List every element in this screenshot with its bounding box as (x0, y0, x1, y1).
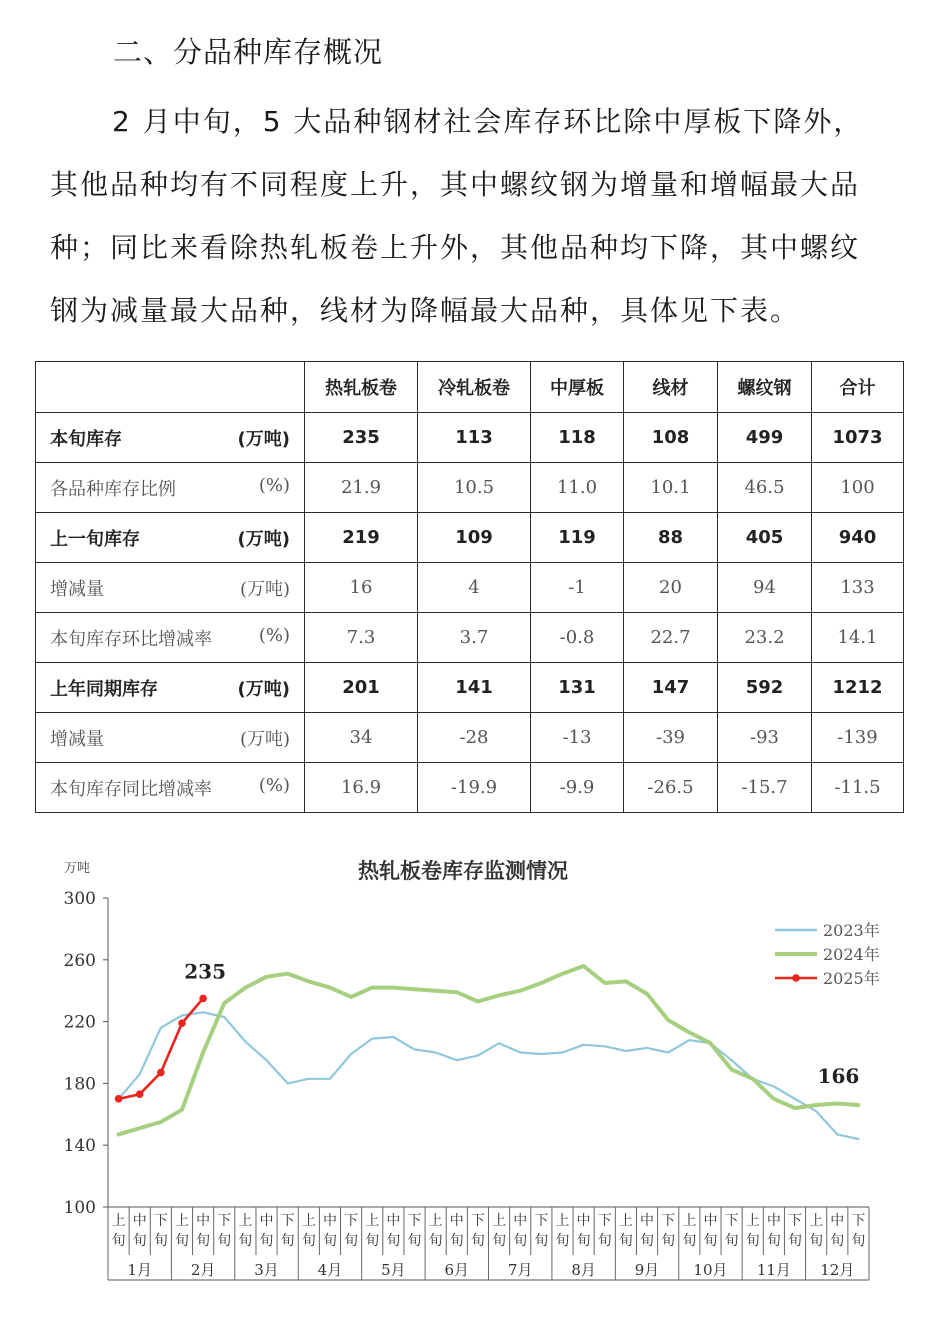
table-header-row (36, 362, 904, 413)
x-period-label: 下旬 (597, 1213, 612, 1249)
paragraph-line: 其他品种均有不同程度上升，其中螺纹钢为增量和增幅最大品 (50, 168, 861, 201)
x-period-label: 下旬 (724, 1213, 739, 1249)
row-label-cell (36, 513, 305, 563)
table-cell: -13 (531, 713, 624, 763)
y-tick-label: 100 (63, 1198, 96, 1218)
row-unit: (%) (258, 474, 290, 496)
y-tick-label: 300 (63, 889, 96, 909)
table-cell: 940 (812, 513, 904, 563)
series-point (157, 1069, 165, 1077)
table-cell: 141 (418, 663, 531, 713)
y-axis-unit: 万吨 (64, 861, 91, 876)
table-cell: 405 (718, 513, 812, 563)
legend-marker (792, 974, 800, 982)
column-header: 线材 (624, 362, 718, 413)
table-row (36, 713, 904, 763)
table-cell: 1073 (812, 413, 904, 463)
legend-label: 2024年 (823, 945, 880, 964)
table-cell: -0.8 (531, 613, 624, 663)
series-point (199, 995, 207, 1003)
table-cell: 94 (718, 563, 812, 613)
row-label-cell (36, 613, 305, 663)
row-unit: (万吨) (237, 678, 290, 700)
x-period-label: 中旬 (259, 1213, 274, 1249)
table-row (36, 613, 904, 663)
table-cell: 16 (305, 563, 418, 613)
x-period-label: 中旬 (386, 1213, 401, 1249)
table-cell: 119 (531, 513, 624, 563)
series-point (136, 1090, 144, 1098)
series-point (115, 1095, 123, 1103)
summary-paragraph (50, 90, 900, 342)
row-label: 上年同期库存 (50, 678, 158, 700)
table-cell: 113 (418, 413, 531, 463)
row-unit: (万吨) (237, 528, 290, 550)
row-label: 本旬库存同比增减率 (50, 778, 212, 800)
x-period-label: 下旬 (407, 1213, 422, 1249)
data-annotation: 166 (817, 1064, 860, 1089)
paragraph-line: 2 月中旬，5 大品种钢材社会库存环比除中厚板下降外， (112, 105, 864, 138)
table-row (36, 513, 904, 563)
paragraph-line: 种；同比来看除热轧板卷上升外，其他品种均下降，其中螺纹 (50, 231, 861, 264)
x-period-label: 中旬 (576, 1213, 591, 1249)
x-period-label: 上旬 (365, 1213, 380, 1249)
y-tick-label: 180 (63, 1074, 96, 1095)
table-cell: -28 (418, 713, 531, 763)
row-unit: (万吨) (239, 728, 290, 750)
x-month-label: 1月 (127, 1261, 152, 1279)
x-month-label: 3月 (254, 1261, 279, 1279)
table-cell: -139 (812, 713, 904, 763)
table-cell: 34 (305, 713, 418, 763)
column-header: 冷轧板卷 (418, 362, 531, 413)
table-cell: 1212 (812, 663, 904, 713)
table-cell: 201 (305, 663, 418, 713)
inventory-table (35, 361, 904, 813)
row-unit: (%) (258, 624, 290, 646)
table-cell: -9.9 (531, 763, 624, 813)
table-cell: 499 (718, 413, 812, 463)
x-month-label: 9月 (634, 1261, 660, 1279)
x-period-label: 中旬 (830, 1213, 845, 1249)
table-cell: 7.3 (305, 613, 418, 663)
x-period-label: 下旬 (788, 1213, 803, 1249)
x-period-label: 上旬 (745, 1213, 760, 1249)
y-tick-label: 140 (63, 1136, 96, 1157)
column-header: 中厚板 (531, 362, 624, 413)
series-point (178, 1019, 186, 1027)
x-period-label: 中旬 (196, 1213, 211, 1249)
row-label-cell (36, 763, 305, 813)
table-row (36, 463, 904, 513)
table-cell: 147 (624, 663, 718, 713)
table-cell: 3.7 (418, 613, 531, 663)
table-cell: -15.7 (718, 763, 812, 813)
table-cell: 10.1 (624, 463, 718, 513)
x-period-label: 下旬 (217, 1213, 232, 1249)
x-month-label: 2月 (190, 1261, 216, 1279)
row-label-cell (36, 713, 305, 763)
legend-label: 2023年 (823, 921, 880, 940)
row-unit: (万吨) (239, 578, 290, 600)
table-cell: -1 (531, 563, 624, 613)
table-cell: 14.1 (812, 613, 904, 663)
x-period-label: 下旬 (661, 1213, 676, 1249)
table-row (36, 413, 904, 463)
column-header: 热轧板卷 (305, 362, 418, 413)
x-month-label: 8月 (571, 1261, 596, 1279)
row-label-cell (36, 563, 305, 613)
table-cell: 109 (418, 513, 531, 563)
x-month-label: 7月 (507, 1261, 533, 1279)
table-cell: 4 (418, 563, 531, 613)
x-period-label: 中旬 (513, 1213, 528, 1249)
x-month-label: 12月 (820, 1261, 855, 1279)
table-cell: 16.9 (305, 763, 418, 813)
row-label: 增减量 (50, 578, 104, 600)
table-cell: 22.7 (624, 613, 718, 663)
x-month-label: 11月 (756, 1261, 791, 1279)
x-month-label: 10月 (693, 1261, 728, 1279)
x-month-label: 6月 (444, 1261, 470, 1279)
data-annotation: 235 (184, 959, 226, 984)
x-period-label: 下旬 (851, 1213, 866, 1249)
table-cell: -26.5 (624, 763, 718, 813)
x-period-label: 中旬 (132, 1213, 147, 1249)
x-period-label: 中旬 (322, 1213, 337, 1249)
row-unit: (万吨) (237, 428, 290, 450)
x-period-label: 上旬 (682, 1213, 697, 1249)
table-cell: -93 (718, 713, 812, 763)
table-cell: 118 (531, 413, 624, 463)
chart-canvas (40, 850, 920, 1290)
y-tick-label: 260 (63, 950, 96, 971)
x-period-label: 下旬 (534, 1213, 549, 1249)
x-month-label: 4月 (317, 1261, 343, 1279)
paragraph-line: 钢为减量最大品种，线材为降幅最大品种，具体见下表。 (50, 294, 801, 327)
row-label: 增减量 (50, 728, 104, 750)
table-corner-cell (36, 362, 305, 413)
x-period-label: 上旬 (238, 1213, 253, 1249)
x-period-label: 上旬 (809, 1213, 824, 1249)
table-cell: 46.5 (718, 463, 812, 513)
table-cell: -39 (624, 713, 718, 763)
table-row (36, 663, 904, 713)
x-period-label: 上旬 (555, 1213, 570, 1249)
row-label: 各品种库存比例 (50, 478, 176, 500)
table-cell: 11.0 (531, 463, 624, 513)
row-label: 本旬库存 (50, 428, 122, 450)
table-cell: 100 (812, 463, 904, 513)
x-period-label: 中旬 (703, 1213, 718, 1249)
table-cell: 10.5 (418, 463, 531, 513)
x-period-label: 下旬 (470, 1213, 485, 1249)
table-cell: -19.9 (418, 763, 531, 813)
chart-title: 热轧板卷库存监测情况 (358, 859, 568, 883)
row-label: 本旬库存环比增减率 (50, 628, 212, 650)
x-period-label: 下旬 (280, 1213, 295, 1249)
table-cell: 219 (305, 513, 418, 563)
x-period-label: 中旬 (640, 1213, 655, 1249)
x-month-label: 5月 (381, 1261, 406, 1279)
x-period-label: 上旬 (111, 1213, 126, 1249)
x-period-label: 上旬 (492, 1213, 507, 1249)
x-period-label: 下旬 (344, 1213, 359, 1249)
row-label-cell (36, 463, 305, 513)
table-cell: -11.5 (812, 763, 904, 813)
table-cell: 23.2 (718, 613, 812, 663)
row-label: 上一旬库存 (50, 528, 140, 550)
table-cell: 235 (305, 413, 418, 463)
section-heading: 二、分品种库存概况 (113, 35, 384, 69)
hot-rolled-inventory-chart (40, 850, 920, 1290)
table-cell: 20 (624, 563, 718, 613)
table-row (36, 563, 904, 613)
table-cell: 133 (812, 563, 904, 613)
row-unit: (%) (258, 774, 290, 796)
table-cell: 108 (624, 413, 718, 463)
table-cell: 21.9 (305, 463, 418, 513)
x-period-label: 上旬 (174, 1213, 189, 1249)
x-period-label: 中旬 (449, 1213, 464, 1249)
column-header: 合计 (812, 362, 904, 413)
x-period-label: 中旬 (766, 1213, 781, 1249)
y-tick-label: 220 (63, 1012, 96, 1033)
x-period-label: 下旬 (153, 1213, 168, 1249)
x-period-label: 上旬 (618, 1213, 633, 1249)
table-cell: 88 (624, 513, 718, 563)
table-cell: 592 (718, 663, 812, 713)
table-cell: 131 (531, 663, 624, 713)
row-label-cell (36, 413, 305, 463)
x-period-label: 上旬 (301, 1213, 316, 1249)
legend-label: 2025年 (823, 969, 880, 988)
x-period-label: 上旬 (428, 1213, 443, 1249)
table-row (36, 763, 904, 813)
column-header: 螺纹钢 (718, 362, 812, 413)
row-label-cell (36, 663, 305, 713)
